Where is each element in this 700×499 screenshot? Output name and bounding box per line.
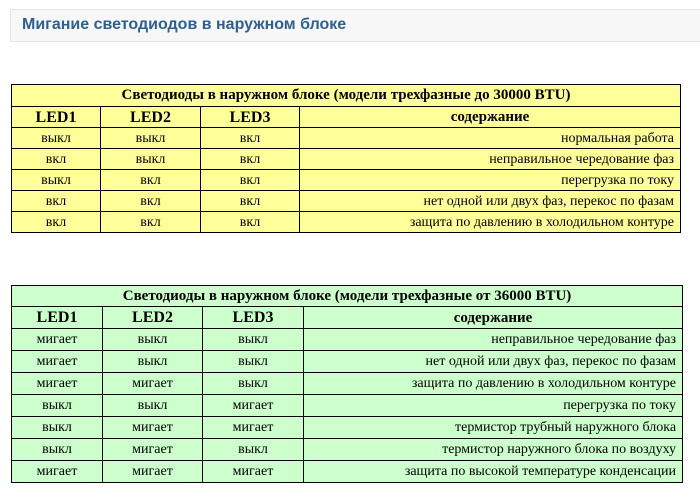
led3-state: выкл (203, 373, 304, 395)
led3-state: вкл (201, 170, 300, 191)
led1-state: мигает (12, 461, 103, 483)
table-header-row (12, 107, 681, 128)
column-header-led3: LED3 (203, 307, 304, 329)
led3-state: вкл (201, 191, 300, 212)
table-row (12, 170, 681, 191)
table-row (12, 351, 683, 373)
table-caption-row (12, 286, 683, 307)
led2-state: мигает (103, 439, 203, 461)
row-description: неправильное чередование фаз (300, 149, 681, 170)
row-description: защита по давлению в холодильном контуре (300, 212, 681, 233)
led1-state: вкл (12, 212, 101, 233)
led1-state: мигает (12, 329, 103, 351)
column-header-led2: LED2 (101, 107, 201, 128)
led2-state: выкл (101, 149, 201, 170)
led3-state: мигает (203, 461, 304, 483)
led2-state: выкл (103, 329, 203, 351)
led1-state: выкл (12, 439, 103, 461)
led1-state: выкл (12, 170, 101, 191)
table-header-row (12, 307, 683, 329)
led2-state: вкл (101, 191, 201, 212)
led-table-up-to-30000 (11, 84, 681, 233)
row-description: перегрузка по току (300, 170, 681, 191)
table-row (12, 395, 683, 417)
led1-state: выкл (12, 395, 103, 417)
row-description: перегрузка по току (304, 395, 683, 417)
led3-state: вкл (201, 128, 300, 149)
led3-state: мигает (203, 417, 304, 439)
table-row (12, 212, 681, 233)
table-caption: Светодиоды в наружном блоке (модели трехфазные от 36000 BTU) (12, 286, 683, 307)
column-header-led1: LED1 (12, 107, 101, 128)
row-description: термистор наружного блока по воздуху (304, 439, 683, 461)
led2-state: вкл (101, 212, 201, 233)
led3-state: мигает (203, 395, 304, 417)
table-row (12, 149, 681, 170)
row-description: неправильное чередование фаз (304, 329, 683, 351)
led3-state: выкл (203, 439, 304, 461)
row-description: термистор трубный наружного блока (304, 417, 683, 439)
table-row (12, 461, 683, 483)
table-caption: Светодиоды в наружном блоке (модели трехфазные до 30000 BTU) (12, 85, 681, 107)
led2-state: мигает (103, 373, 203, 395)
led-table-from-36000 (11, 285, 683, 483)
table-row (12, 373, 683, 395)
column-header-led1: LED1 (12, 307, 103, 329)
led2-state: выкл (103, 351, 203, 373)
led2-state: выкл (101, 128, 201, 149)
led1-state: вкл (12, 149, 101, 170)
led1-state: мигает (12, 373, 103, 395)
column-header-description: содержание (300, 107, 681, 128)
table-row (12, 439, 683, 461)
row-description: нормальная работа (300, 128, 681, 149)
row-description: защита по высокой температуре конденсации (304, 461, 683, 483)
table-row (12, 417, 683, 439)
led3-state: вкл (201, 212, 300, 233)
led1-state: мигает (12, 351, 103, 373)
table-row (12, 128, 681, 149)
column-header-led3: LED3 (201, 107, 300, 128)
article-header (10, 9, 700, 42)
led2-state: выкл (103, 395, 203, 417)
led1-state: выкл (12, 417, 103, 439)
led3-state: вкл (201, 149, 300, 170)
row-description: нет одной или двух фаз, перекос по фазам (300, 191, 681, 212)
table-row (12, 329, 683, 351)
page-title: Мигание светодиодов в наружном блоке (22, 16, 347, 33)
led1-state: выкл (12, 128, 101, 149)
row-description: нет одной или двух фаз, перекос по фазам (304, 351, 683, 373)
table-row (12, 191, 681, 212)
column-header-led2: LED2 (103, 307, 203, 329)
led2-state: мигает (103, 461, 203, 483)
table-caption-row (12, 85, 681, 107)
column-header-description: содержание (304, 307, 683, 329)
led3-state: выкл (203, 351, 304, 373)
row-description: защита по давлению в холодильном контуре (304, 373, 683, 395)
led2-state: вкл (101, 170, 201, 191)
led2-state: мигает (103, 417, 203, 439)
led1-state: вкл (12, 191, 101, 212)
led3-state: выкл (203, 329, 304, 351)
